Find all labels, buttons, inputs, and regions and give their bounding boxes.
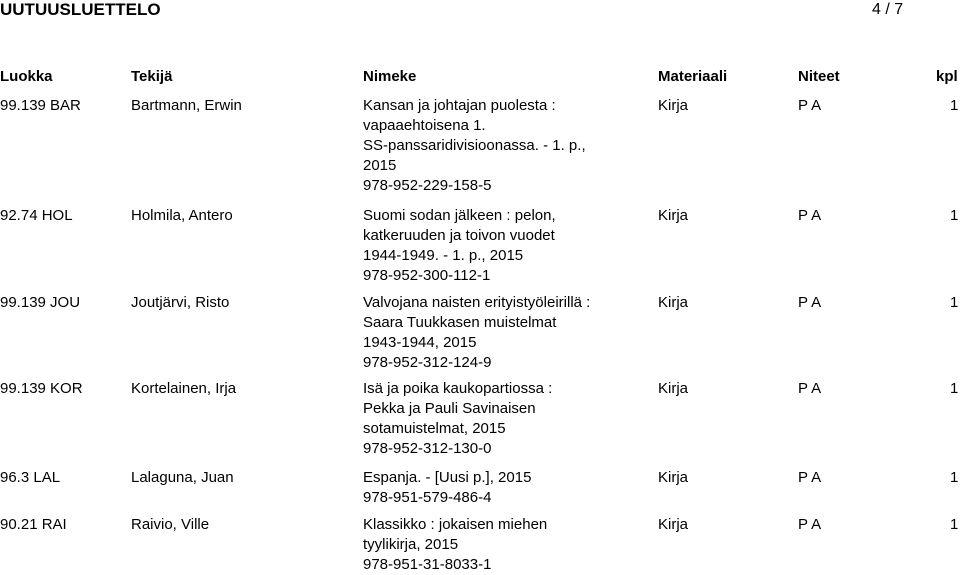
record-tekija: Bartmann, Erwin [131, 97, 242, 114]
record-tekija: Lalaguna, Juan [131, 469, 234, 486]
record-materiaali: Kirja [658, 294, 689, 311]
nimeke-isbn: 978-952-229-158-5 [363, 177, 492, 194]
nimeke-line: tyylikirja, 2015 [363, 536, 459, 553]
record-kpl: 1 [950, 516, 959, 533]
nimeke-line: sotamuistelmat, 2015 [363, 420, 506, 437]
column-header-niteet: Niteet [798, 68, 840, 85]
nimeke-line: 1944-1949. - 1. p., 2015 [363, 247, 524, 264]
page-total: 7 [894, 1, 904, 18]
record-materiaali: Kirja [658, 469, 689, 486]
page-current: 4 [872, 1, 881, 18]
nimeke-isbn: 978-951-31-8033-1 [363, 556, 492, 573]
nimeke-line: Pekka ja Pauli Savinaisen [363, 400, 536, 417]
nimeke-line: Espanja. - [Uusi p.], 2015 [363, 469, 532, 486]
column-header-materiaali: Materiaali [658, 68, 728, 85]
record-luokka: 96.3 LAL [0, 469, 61, 486]
record-niteet: P A [798, 469, 822, 486]
record-niteet: P A [798, 380, 822, 397]
nimeke-isbn: 978-952-312-124-9 [363, 354, 492, 371]
nimeke-isbn: 978-952-312-130-0 [363, 440, 492, 457]
nimeke-line: 2015 [363, 157, 397, 174]
nimeke-line: Kansan ja johtajan puolesta : [363, 97, 556, 114]
record-materiaali: Kirja [658, 380, 689, 397]
record-nimeke [363, 379, 552, 459]
record-luokka: 99.139 JOU [0, 294, 81, 311]
record-niteet: P A [798, 207, 822, 224]
record-nimeke [363, 96, 586, 196]
record-niteet: P A [798, 516, 822, 533]
record-nimeke [363, 206, 556, 286]
record-tekija: Kortelainen, Irja [131, 380, 237, 397]
document-title: UUTUUSLUETTELO [0, 0, 161, 19]
record-materiaali: Kirja [658, 516, 689, 533]
record-tekija: Raivio, Ville [131, 516, 210, 533]
nimeke-line: Klassikko : jokaisen miehen [363, 516, 548, 533]
nimeke-line: SS-panssaridivisioonassa. - 1. p., [363, 137, 586, 154]
record-materiaali: Kirja [658, 97, 689, 114]
column-header-luokka: Luokka [0, 68, 53, 85]
nimeke-line: 1943-1944, 2015 [363, 334, 477, 351]
record-kpl: 1 [950, 97, 959, 114]
nimeke-line: Saara Tuukkasen muistelmat [363, 314, 557, 331]
record-nimeke [363, 515, 547, 575]
record-tekija: Joutjärvi, Risto [131, 294, 230, 311]
record-nimeke [363, 468, 531, 508]
record-nimeke [363, 293, 590, 373]
record-kpl: 1 [950, 469, 959, 486]
page-number [872, 0, 903, 20]
page-separator: / [885, 1, 890, 18]
nimeke-isbn: 978-951-579-486-4 [363, 489, 492, 506]
nimeke-line: katkeruuden ja toivon vuodet [363, 227, 555, 244]
record-luokka: 90.21 RAI [0, 516, 67, 533]
nimeke-line: Valvojana naisten erityistyöleirillä : [363, 294, 591, 311]
nimeke-line: Isä ja poika kaukopartiossa : [363, 380, 553, 397]
record-luokka: 99.139 KOR [0, 380, 83, 397]
record-luokka: 99.139 BAR [0, 97, 81, 114]
record-kpl: 1 [950, 207, 959, 224]
record-tekija: Holmila, Antero [131, 207, 233, 224]
column-header-nimeke: Nimeke [363, 68, 417, 85]
record-kpl: 1 [950, 380, 959, 397]
nimeke-isbn: 978-952-300-112-1 [363, 267, 491, 284]
record-niteet: P A [798, 97, 822, 114]
column-header-tekija: Tekijä [131, 68, 173, 85]
record-luokka: 92.74 HOL [0, 207, 73, 224]
record-kpl: 1 [950, 294, 959, 311]
record-niteet: P A [798, 294, 822, 311]
nimeke-line: Suomi sodan jälkeen : pelon, [363, 207, 556, 224]
column-header-kpl: kpl [936, 68, 958, 85]
nimeke-line: vapaaehtoisena 1. [363, 117, 486, 134]
record-materiaali: Kirja [658, 207, 689, 224]
